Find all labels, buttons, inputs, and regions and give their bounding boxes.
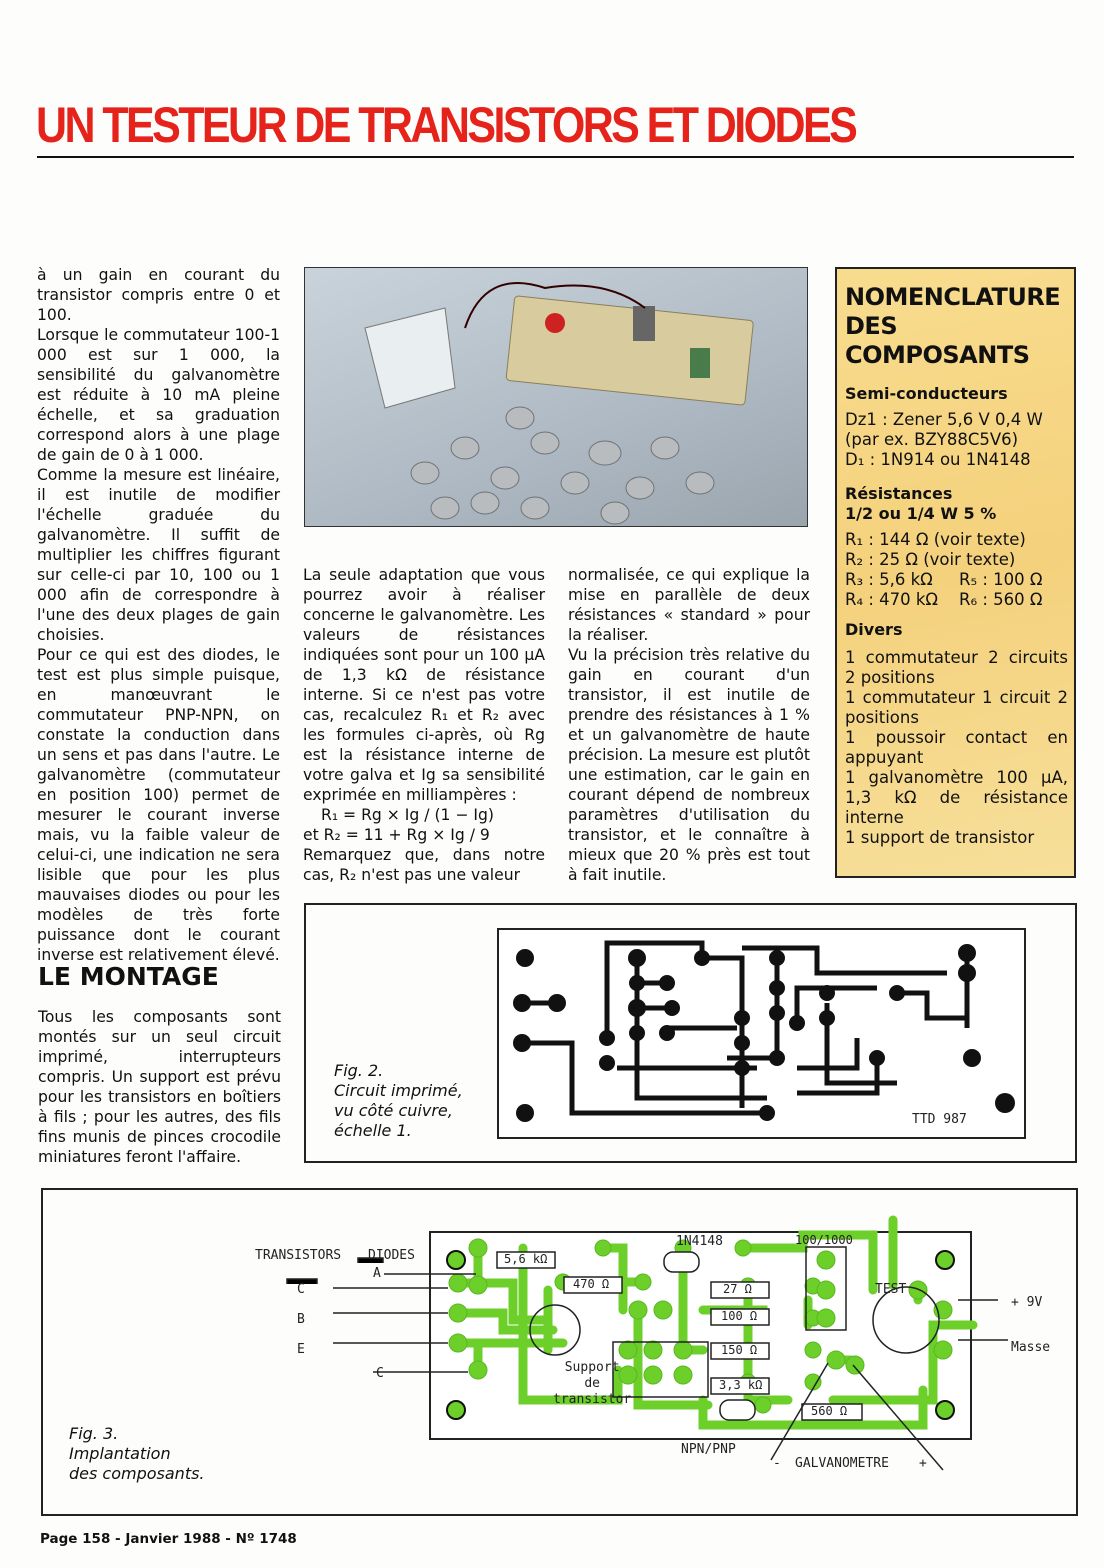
photo-transistors	[304, 267, 808, 527]
middle-column	[303, 565, 545, 885]
label-minus: -	[773, 1456, 781, 1471]
divers-item: 1 support de transistor	[845, 828, 1035, 847]
right-column	[568, 565, 810, 885]
semi-heading: Semi-conducteurs	[845, 384, 1008, 403]
title-rule	[37, 156, 1074, 158]
section-heading: LE MONTAGE	[38, 962, 219, 991]
label-emitter: E	[297, 1342, 305, 1357]
label-r-150: 150 Ω	[721, 1343, 758, 1357]
res-item: R₄ : 470 kΩ	[845, 590, 939, 609]
label-line: Support	[564, 1360, 620, 1375]
article-title: UN TESTEUR DE TRANSISTORS ET DIODES	[36, 97, 856, 153]
caption-line: Fig. 3.	[69, 1424, 119, 1443]
label-anode: A	[373, 1266, 381, 1281]
label-r-3-3k: 3,3 kΩ	[719, 1378, 763, 1392]
label-diodes: DIODES	[368, 1248, 415, 1263]
label-r-560: 560 Ω	[811, 1404, 848, 1418]
formula-r1: R₁ = Rg × Ig / (1 − Ig)	[321, 806, 495, 824]
caption-line: vu côté cuivre,	[334, 1101, 453, 1120]
res-item: R₁ : 144 Ω (voir texte)	[845, 530, 1026, 549]
label-cathode: C	[376, 1366, 384, 1381]
paragraph: La seule adaptation que vous pourrez avoir à réaliser concerne le galvanomètre. Les valeurs de résistances indiquées sont pour un 100 µA de 1,3 kΩ de résistance interne. Si ce n'est pas votre cas, recalculez R₁ et R₂ avec les formules ci-après, où Rg est la résistance interne de votre galva et Ig sa sensibilité exprimée en milliampères :	[303, 566, 545, 804]
paragraph: normalisée, ce qui explique la mise en parallèle de deux résistances « standard » pour la réaliser.	[568, 566, 810, 644]
caption-line: Implantation	[69, 1444, 171, 1463]
nomenclature-title: DES	[845, 312, 898, 340]
caption-line: échelle 1.	[334, 1121, 412, 1140]
figure-2	[304, 903, 1077, 1163]
paragraph: à un gain en courant du transistor compris entre 0 et 100.	[37, 266, 280, 324]
nomenclature-title: NOMENCLATURE	[845, 283, 1061, 311]
paragraph: Comme la mesure est linéaire, il est inutile de modifier l'échelle graduée du galvanomètre. Il suffit de multiplier les chiffres figurant sur celle-ci par 10, 100 ou 1 000 afin de correspondre à l'une des deux plages de gain choisies.	[37, 466, 280, 644]
label-plus-9v: + 9V	[1011, 1295, 1043, 1310]
label-masse: Masse	[1011, 1340, 1051, 1355]
fig2-caption	[334, 1061, 463, 1141]
label-support	[553, 1360, 631, 1408]
label-r-27: 27 Ω	[723, 1282, 752, 1296]
nomenclature-title: COMPOSANTS	[845, 341, 1030, 369]
paragraph: Tous les composants sont montés sur un seul circuit imprimé, interrupteurs compris. Un support est prévu pour les transistors en boîtiers à fils ; pour les autres, des fils fins munis de pinces crocodile miniatures feront l'affaire.	[38, 1008, 281, 1166]
copper-pcb	[497, 928, 1027, 1140]
label-plus: +	[919, 1456, 927, 1471]
paragraph: Vu la précision très relative du gain en courant d'un transistor, il est inutile de prendre des résistances à 1 % et un galvanomètre de haute précision. La mesure est plutôt une estimation, car le gain en courant dépend de nombreux paramètres d'utilisation du transistor, et le connaître à mieux que 20 % près est tout à fait inutile.	[568, 646, 810, 884]
semi-item: Dz1 : Zener 5,6 V 0,4 W	[845, 410, 1043, 429]
paragraph: Pour ce qui est des diodes, le test est plus simple puisque, en manœuvrant le commutateur PNP-NPN, on constate la conduction dans un sens et pas dans l'autre. Le galvanomètre (commutateur en position 100) permet de mesurer le courant inverse mais, vu la faible valeur de celui-ci, une indication ne sera lisible que pour les plus mauvaises diodes ou pour les modèles de très forte puissance dont le courant inverse est relativement élevé.	[37, 646, 280, 964]
label-npn-pnp: NPN/PNP	[681, 1442, 736, 1457]
label-switch-100-1000: 100/1000	[795, 1233, 853, 1247]
label-base: B	[297, 1312, 305, 1327]
divers-item: 1 commutateur 1 circuit 2 positions	[845, 688, 1068, 727]
nomenclature-box	[835, 267, 1076, 878]
res-heading: Résistances	[845, 484, 953, 503]
label-line: transistor	[553, 1392, 632, 1407]
label-r-5-6k: 5,6 kΩ	[504, 1252, 548, 1266]
divers-item: 1 galvanomètre 100 µA, 1,3 kΩ de résistance interne	[845, 768, 1068, 827]
res-heading: 1/2 ou 1/4 W 5 %	[845, 504, 997, 523]
divers-heading: Divers	[845, 620, 903, 639]
res-item: R₃ : 5,6 kΩ	[845, 570, 933, 589]
figure-3	[41, 1188, 1078, 1516]
paragraph: Remarquez que, dans notre cas, R₂ n'est pas une valeur	[303, 846, 545, 884]
montage-text	[38, 1007, 281, 1167]
photo-illustration	[305, 268, 808, 527]
label-line: de	[584, 1376, 600, 1391]
label-test: TEST	[875, 1282, 907, 1297]
label-galvanometre: GALVANOMETRE	[795, 1456, 889, 1471]
caption-line: Fig. 2.	[334, 1061, 384, 1080]
caption-line: des composants.	[69, 1464, 205, 1483]
caption-line: Circuit imprimé,	[334, 1081, 463, 1100]
formula-r2: et R₂ = 11 + Rg × Ig / 9	[303, 826, 490, 844]
paragraph: Lorsque le commutateur 100-1 000 est sur 1 000, la sensibilité du galvanomètre est réduite à 10 mA pleine échelle, et sa graduation correspond alors à une plage de gain de 0 à 1 000.	[37, 326, 280, 464]
res-item: R₂ : 25 Ω (voir texte)	[845, 550, 1016, 569]
res-item: R₆ : 560 Ω	[959, 590, 1043, 609]
label-collector: C	[297, 1282, 305, 1297]
divers-item: 1 commutateur 2 circuits 2 positions	[845, 648, 1068, 687]
semi-item: D₁ : 1N914 ou 1N4148	[845, 450, 1031, 469]
res-item: R₅ : 100 Ω	[959, 570, 1043, 589]
pcb-ref: TTD 987	[912, 1112, 967, 1127]
semi-item: (par ex. BZY88C5V6)	[845, 430, 1019, 449]
left-column	[37, 265, 280, 965]
label-transistors: TRANSISTORS	[255, 1248, 342, 1263]
label-diode-1n4148: 1N4148	[676, 1234, 723, 1249]
label-r-100: 100 Ω	[721, 1309, 758, 1323]
divers-item: 1 poussoir contact en appuyant	[845, 728, 1068, 767]
page-footer: Page 158 - Janvier 1988 - Nº 1748	[40, 1531, 297, 1547]
label-r-470: 470 Ω	[573, 1277, 610, 1291]
